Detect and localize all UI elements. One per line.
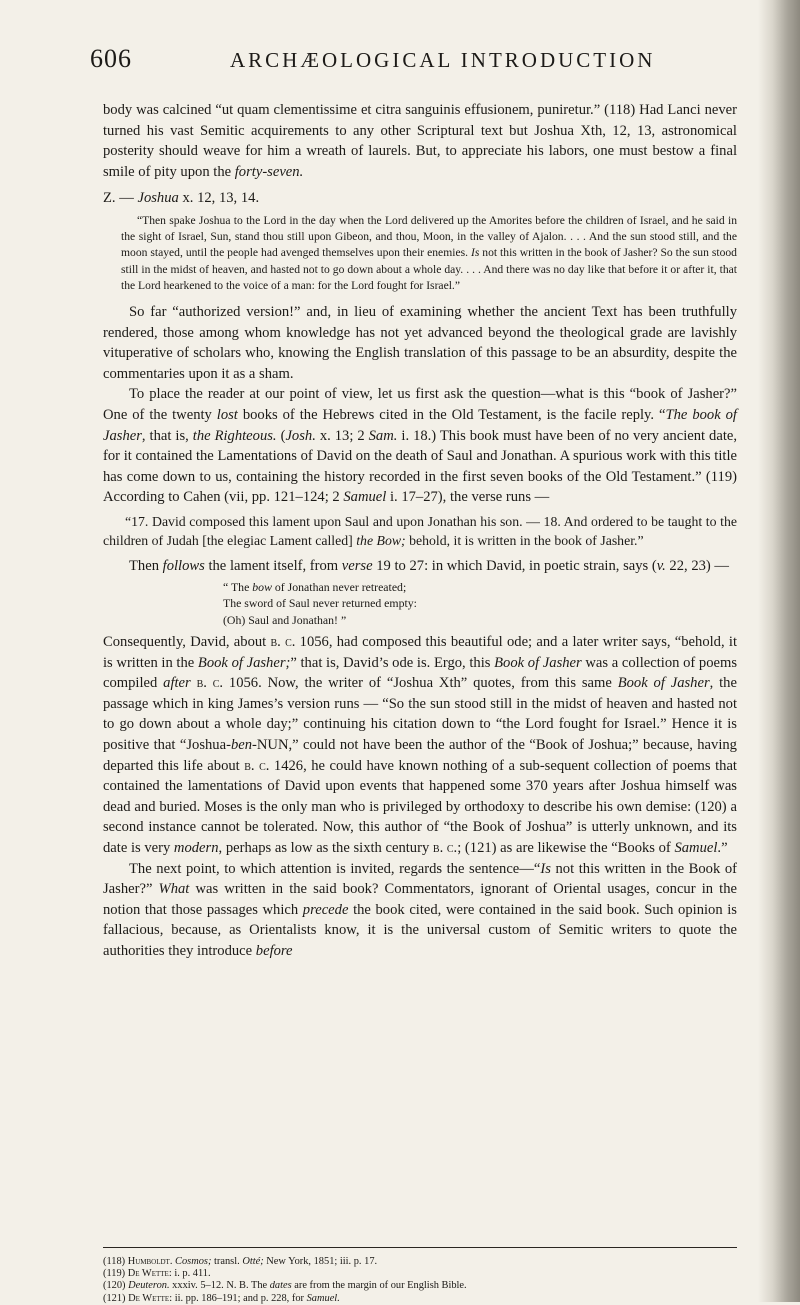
paragraph-5: Consequently, David, about b. c. 1056, had composed this beautiful ode; and a later writer says, “behold, it is written in the Book of Jasher;” that is, David’s ode is. Ergo, this Book of Jasher was a collection of poems compiled after b. c. 1056. Now, the writer of “Joshua Xth” quotes, from this same Book of Jasher, the passage which in king James’s version runs — “So the sun stood still in the midst of heaven and hasted not to go down about a whole day;” continuing his citation down to “the Lord fought for Israel.” Hence it is positive that “Joshua-ben-NUN,” could not have been the author of the “Book of Joshua;” because, having departed this life about b. c. 1426, he could have known nothing of a sub-sequent collection of poems that contained the lamentations of David upon events that happened some 370 years after Joshua himself was dead and buried. Moses is the only man who is privileged by orthodoxy to describe his own demise: (120) a second instance cannot be tolerated. Now, this author of “the Book of Joshua” is utterly unknown, and its date is very modern, perhaps as low as the sixth century b. c.; (121) as are likewise the “Books of Samuel.” xyxy=(103,634,738,856)
paragraph-6: The next point, to which attention is invited, regards the sentence—“Is not this written in the Book of Jasher?” What was written in the said book? Commentators, ignorant of Oriental usages, concur in the notion that those passages which precede the book cited, were contained in the said book. Such opinion is fallacious, because, as Orientalists know, it is the universal custom of Semitic writers to quote the authorities they introduce before xyxy=(103,860,738,959)
paragraph-1: body was calcined “ut quam clementissime et citra sanguinis effusionem, puniretur.” (118) Had Lanci never turned his vast Semitic acquirements to any other Scriptural text but Joshua Xth, 12, 13, astronomical posterity should weave for him a wreath of laurels. But, to appreciate his labors, one must bestow a final smile of pity upon the forty-seven. xyxy=(103,102,737,180)
page-edge-shadow xyxy=(758,0,800,1302)
paragraph-3: To place the reader at our point of view, let us first ask the question—what is this “book of Jasher?” One of the twenty lost books of the Hebrews cited in the Old Testament, is the facile reply. “The book of Jasher, that is, the Righteous. (Josh. x. 13; 2 Sam. i. 18.) This book must have been of no very ancient date, for it contained the Lamentations of David on the death of Saul and Jonathan. A spurious work with this title has come down to us, containing the history recorded in the first seven books of the Old Testament.” (119) According to Cahen (vii, pp. 121–124; 2 Samuel i. 17–27), the verse runs — xyxy=(103,386,738,506)
poem-line-1: “ The bow of Jonathan never retreated; xyxy=(223,579,407,594)
body-text xyxy=(103,100,737,962)
footnote-118: (118) Humboldt. Cosmos; transl. Otté; New York, 1851; iii. p. 17. xyxy=(103,1256,378,1267)
quote-joshua: “Then spake Joshua to the Lord in the day when the Lord delivered up the Amorites before the children of Israel, and he said in the sight of Israel, Sun, stand thou still upon Gibeon, and thou, Moon, in the valley of Ajalon. . . . And the sun stood still, and the moon stayed, until the people had avenged themselves upon their enemies. Is not this written in the book of Jasher? So the sun stood still in the midst of heaven, and hasted not to go down about a whole day. . . . And there was no day like that before it or after it, that the Lord hearkened to the voice of a man: for the Lord fought for Israel.” xyxy=(121,213,737,292)
footnote-rule xyxy=(103,1247,737,1248)
paragraph-4: Then follows the lament itself, from verse 19 to 27: in which David, in poetic strain, says (v. 22, 23) — xyxy=(129,557,730,574)
running-title: ARCHÆOLOGICAL INTRODUCTION xyxy=(230,48,656,72)
paragraph-2: So far “authorized version!” and, in lieu of examining whether the ancient Text has been truthfully rendered, those among whom knowledge has not yet advanced beyond the theological grade are lavishly vituperative of scholars who, knowing the English translation of this passage to be an absurdity, despite the commentaries upon it as a sham. xyxy=(103,303,737,382)
footnote-120: (120) Deuteron. xxxiv. 5–12. N. B. The dates are from the margin of our English Bible. xyxy=(103,1280,467,1292)
footnote-119: (119) De Wette: i. p. 411. xyxy=(103,1268,211,1280)
poem-line-2: The sword of Saul never returned empty: xyxy=(223,596,417,611)
poem-lament xyxy=(103,579,737,629)
section-heading-z: Z. — Joshua x. 12, 13, 14. xyxy=(103,190,260,207)
footnote-121: (121) De Wette: ii. pp. 186–191; and p. 228, for Samuel. xyxy=(103,1292,340,1304)
page-header xyxy=(90,44,730,84)
footnotes xyxy=(103,1256,737,1305)
page-number: 606 xyxy=(90,44,132,73)
poem-line-3: (Oh) Saul and Jonathan! ” xyxy=(223,612,347,627)
quote-cahen: “17. David composed this lament upon Saul and upon Jonathan his son. — 18. And ordered to be taught to the children of Judah [the elegiac Lament called] the Bow; behold, it is written in the book of Jasher.” xyxy=(103,513,737,548)
